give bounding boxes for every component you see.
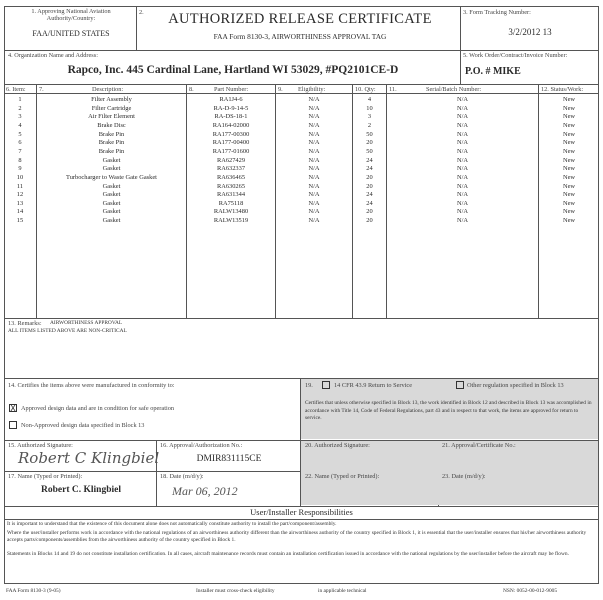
cell-item: 15 (16, 217, 24, 225)
cell-elig: N/A (308, 96, 320, 103)
cell-item: 9 (18, 165, 22, 173)
cell-desc: Gasket (102, 217, 121, 225)
form-title: AUTHORIZED RELEASE CERTIFICATE (168, 11, 432, 27)
cell-desc: Gasket (102, 208, 121, 216)
cell-item: 10 (16, 173, 24, 181)
cell-qty: 24 (366, 156, 373, 164)
col-serial-header: Serial/Batch Number: (426, 86, 482, 93)
cell-status: New (562, 130, 576, 138)
cell-elig: N/A (308, 217, 320, 225)
approved-design-checkbox[interactable]: X (10, 404, 16, 413)
cell-elig: N/A (308, 139, 320, 147)
cell-part: RA630265 (216, 182, 246, 190)
cell-qty: 24 (366, 199, 373, 207)
cell-serial: N/A (456, 217, 468, 225)
block15-label: 15. Authorized Signature: (8, 442, 73, 449)
return-to-service-checkbox[interactable] (322, 381, 330, 389)
cell-qty: 20 (366, 182, 373, 190)
cell-status: New (562, 104, 576, 112)
block1-label: 1. Approving National Aviation Authority/Country: (31, 8, 111, 22)
block17-label: 17. Name (Typed or Printed): (8, 473, 83, 480)
cell-item: 13 (16, 199, 24, 207)
responsibilities-title: User/Installer Responsibilities (250, 507, 353, 517)
cell-status: New (562, 199, 576, 207)
signature-date: Mar 06, 2012 (172, 484, 238, 498)
cell-item: 12 (16, 191, 24, 199)
non-approved-design-checkbox[interactable] (9, 421, 17, 429)
cell-elig: N/A (308, 208, 320, 216)
cell-serial: N/A (456, 182, 468, 190)
cell-status: New (562, 191, 576, 199)
cell-status: New (562, 139, 576, 147)
cell-elig: N/A (308, 130, 320, 138)
cell-item: 8 (18, 156, 22, 164)
installer-notice-cont: in applicable technical (318, 588, 367, 594)
col-qty-header: 10. Qty: (355, 86, 376, 93)
col-7-num: 7. (39, 86, 44, 93)
cell-elig: N/A (308, 165, 320, 173)
cell-part: RA636465 (216, 173, 246, 181)
printed-name: Robert C. Klingbiel (41, 485, 121, 495)
form-number: FAA Form 8130-3 (9-05) (6, 588, 61, 594)
cell-status: New (562, 121, 576, 129)
cell-qty: 20 (366, 139, 373, 147)
cell-serial: N/A (456, 121, 468, 129)
cell-elig: N/A (308, 173, 320, 181)
block1-value: FAA/UNITED STATES (32, 29, 110, 38)
cell-desc: Gasket (102, 165, 121, 173)
cell-desc: Gasket (102, 182, 121, 190)
cell-item: 11 (16, 182, 24, 190)
cell-desc: Turbocharger to Waste Gate Gasket (66, 173, 157, 181)
cell-status: New (562, 182, 576, 190)
cell-item: 7 (18, 147, 22, 155)
cell-part: RA632337 (216, 165, 246, 173)
cell-serial: N/A (456, 191, 468, 199)
cell-part: RA177-00300 (212, 130, 250, 138)
cell-desc: Brake Disc (97, 121, 126, 129)
cell-desc: Filter Assembly (91, 96, 132, 103)
form-subtitle: FAA Form 8130-3, AIRWORTHINESS APPROVAL TAG (213, 32, 387, 41)
cell-item: 4 (18, 121, 22, 129)
cell-item: 5 (18, 130, 22, 138)
cell-part: RA177-00400 (212, 139, 250, 147)
col-11-num: 11. (389, 86, 397, 93)
cell-serial: N/A (456, 199, 468, 207)
cell-desc: Gasket (102, 156, 121, 164)
cell-elig: N/A (308, 104, 320, 112)
cell-status: New (562, 156, 576, 164)
col-item-header: 6. Item: (6, 86, 26, 93)
cell-item: 2 (18, 104, 22, 112)
cell-part: RALW13480 (213, 208, 249, 216)
responsibilities-p1: It is important to understand that the existence of this document alone does not automatically constitute authority to install the part/component/assembly. (7, 521, 337, 527)
block21-label: 21. Approval/Certificate No.: (442, 442, 516, 449)
cell-status: New (562, 113, 576, 121)
cell-part: RA164-02000 (212, 121, 250, 129)
cell-qty: 24 (366, 191, 373, 199)
block20-label: 20. Authorized Signature: (305, 442, 370, 449)
approved-design-text: Approved design data and are in condition for safe operation (21, 405, 174, 412)
cell-part: RA631344 (216, 191, 246, 199)
block3-label: 3. Form Tracking Number: (463, 9, 531, 16)
cell-status: New (562, 165, 576, 173)
cell-qty: 24 (366, 165, 373, 173)
cell-elig: N/A (308, 199, 320, 207)
cell-elig: N/A (308, 182, 320, 190)
work-order: P.O. # MIKE (465, 66, 521, 77)
block5-label: 5. Work Order/Contract/Invoice Number: (463, 52, 568, 59)
cell-qty: 50 (366, 130, 373, 138)
other-regulation-text: Other regulation specified in Block 13 (467, 382, 564, 389)
col-8-num: 8. (189, 86, 194, 93)
cell-item: 14 (16, 208, 24, 216)
cell-qty: 20 (366, 208, 373, 216)
cell-status: New (562, 147, 576, 155)
cell-desc: Brake Pin (98, 130, 125, 138)
installer-notice: Installer must cross-check eligibility (196, 588, 275, 594)
nsn-number: NSN: 0052-00-012-9005 (503, 588, 558, 594)
block4-label: 4. Organization Name and Address: (8, 52, 98, 59)
cell-serial: N/A (456, 113, 468, 121)
block22-label: 22. Name (Typed or Printed): (305, 473, 380, 480)
cell-part: RA-DS-18-1 (214, 113, 248, 121)
cell-serial: N/A (456, 130, 468, 138)
cell-part: RA-D-9-14-5 (213, 104, 249, 112)
cell-serial: N/A (456, 208, 468, 216)
cell-qty: 2 (367, 121, 372, 129)
block16-label: 16. Approval/Authorization No.: (160, 442, 243, 449)
organization-address: Rapco, Inc. 445 Cardinal Lane, Hartland WI 53029, #PQ2101CE-D (67, 64, 399, 76)
block2-label: 2. (139, 9, 144, 16)
cell-desc: Gasket (102, 191, 121, 199)
col-status-header: 12. Status/Work: (541, 86, 584, 93)
return-to-service-text: 14 CFR 43.9 Return to Service (334, 382, 413, 389)
col-description-header: Description: (92, 86, 124, 93)
cell-qty: 3 (367, 113, 372, 121)
cell-qty: 50 (366, 147, 373, 155)
non-approved-design-text: Non-Approved design data specified in Block 13 (21, 422, 145, 429)
block19-label: 19. (305, 382, 313, 389)
cell-status: New (562, 96, 576, 103)
cell-desc: Filter Cartridge (91, 104, 132, 112)
cell-part: RALW13519 (213, 217, 249, 225)
cell-elig: N/A (308, 191, 320, 199)
col-part-header: Part Number: (214, 86, 249, 93)
cell-part: RA627429 (216, 156, 246, 164)
cell-item: 3 (18, 113, 22, 121)
block19-statement: Certifies that unless otherwise specified in Block 13, the work identified in Block 12 and described in Block 13 was accomplished in accordance with Title 14, Code of Federal Regulations, part 43 and in respect to that work, the items are approved for return to service. (305, 400, 592, 421)
responsibilities-p3: Statements in Blocks 14 and 19 do not constitute installation certification. In all cases, aircraft maintenance records must contain an installation certification issued in accordance with the national regulations by the user/installer before the aircraft may be flown. (7, 551, 569, 557)
cell-qty: 20 (366, 173, 373, 181)
cell-serial: N/A (456, 147, 468, 155)
block18-label: 18. Date (m/d/y): (160, 473, 204, 480)
cell-part: RA1J4-6 (219, 96, 243, 103)
responsibilities-p2: Where the user/installer performs work in accordance with the national regulations of an airworthiness authority different than the airworthiness authority of the country specified in Block 1, it is essential that the user/installer ensures that his/her airworthiness authority accepts parts/components/assemblies from the airworthiness authority of the country specified in Block 1. (7, 530, 587, 543)
cell-part: RA177-01600 (212, 147, 250, 155)
block14-label: 14. Certifies the items above were manufactured in conformity to: (8, 382, 175, 389)
authorization-number: DMIR831115CE (196, 454, 262, 464)
remarks-line2: ALL ITEMS LISTED ABOVE ARE NON-CRITICAL (8, 328, 127, 334)
cell-qty: 10 (366, 104, 373, 112)
cell-serial: N/A (456, 96, 468, 103)
cell-desc: Gasket (102, 199, 121, 207)
authorized-signature: Robert C Klingbiel (18, 449, 160, 467)
cell-desc: Brake Pin (98, 139, 125, 147)
cell-elig: N/A (308, 156, 320, 164)
remarks-line1: AIRWORTHINESS APPROVAL (50, 320, 123, 326)
cell-serial: N/A (456, 173, 468, 181)
other-regulation-checkbox[interactable] (456, 381, 464, 389)
cell-qty: 4 (367, 96, 372, 103)
cell-serial: N/A (456, 104, 468, 112)
cell-elig: N/A (308, 121, 320, 129)
remarks-label: 13. Remarks: (8, 320, 42, 327)
cell-qty: 20 (366, 217, 373, 225)
cell-part: RA75118 (218, 199, 244, 207)
col-9-num: 9. (278, 86, 283, 93)
cell-desc: Brake Pin (98, 147, 125, 155)
tracking-number: 3/2/2012 13 (508, 27, 552, 37)
cell-serial: N/A (456, 156, 468, 164)
cell-item: 6 (18, 139, 22, 147)
cell-serial: N/A (456, 139, 468, 147)
cell-status: New (562, 173, 576, 181)
cell-item: 1 (18, 96, 22, 103)
cell-status: New (562, 208, 576, 216)
block23-label: 23. Date (m/d/y): (442, 473, 486, 480)
cell-elig: N/A (308, 147, 320, 155)
cell-status: New (562, 217, 576, 225)
cell-desc: Air Filter Element (88, 113, 135, 121)
cell-serial: N/A (456, 165, 468, 173)
cell-elig: N/A (308, 113, 320, 121)
col-eligibility-header: Eligibility: (298, 86, 326, 93)
